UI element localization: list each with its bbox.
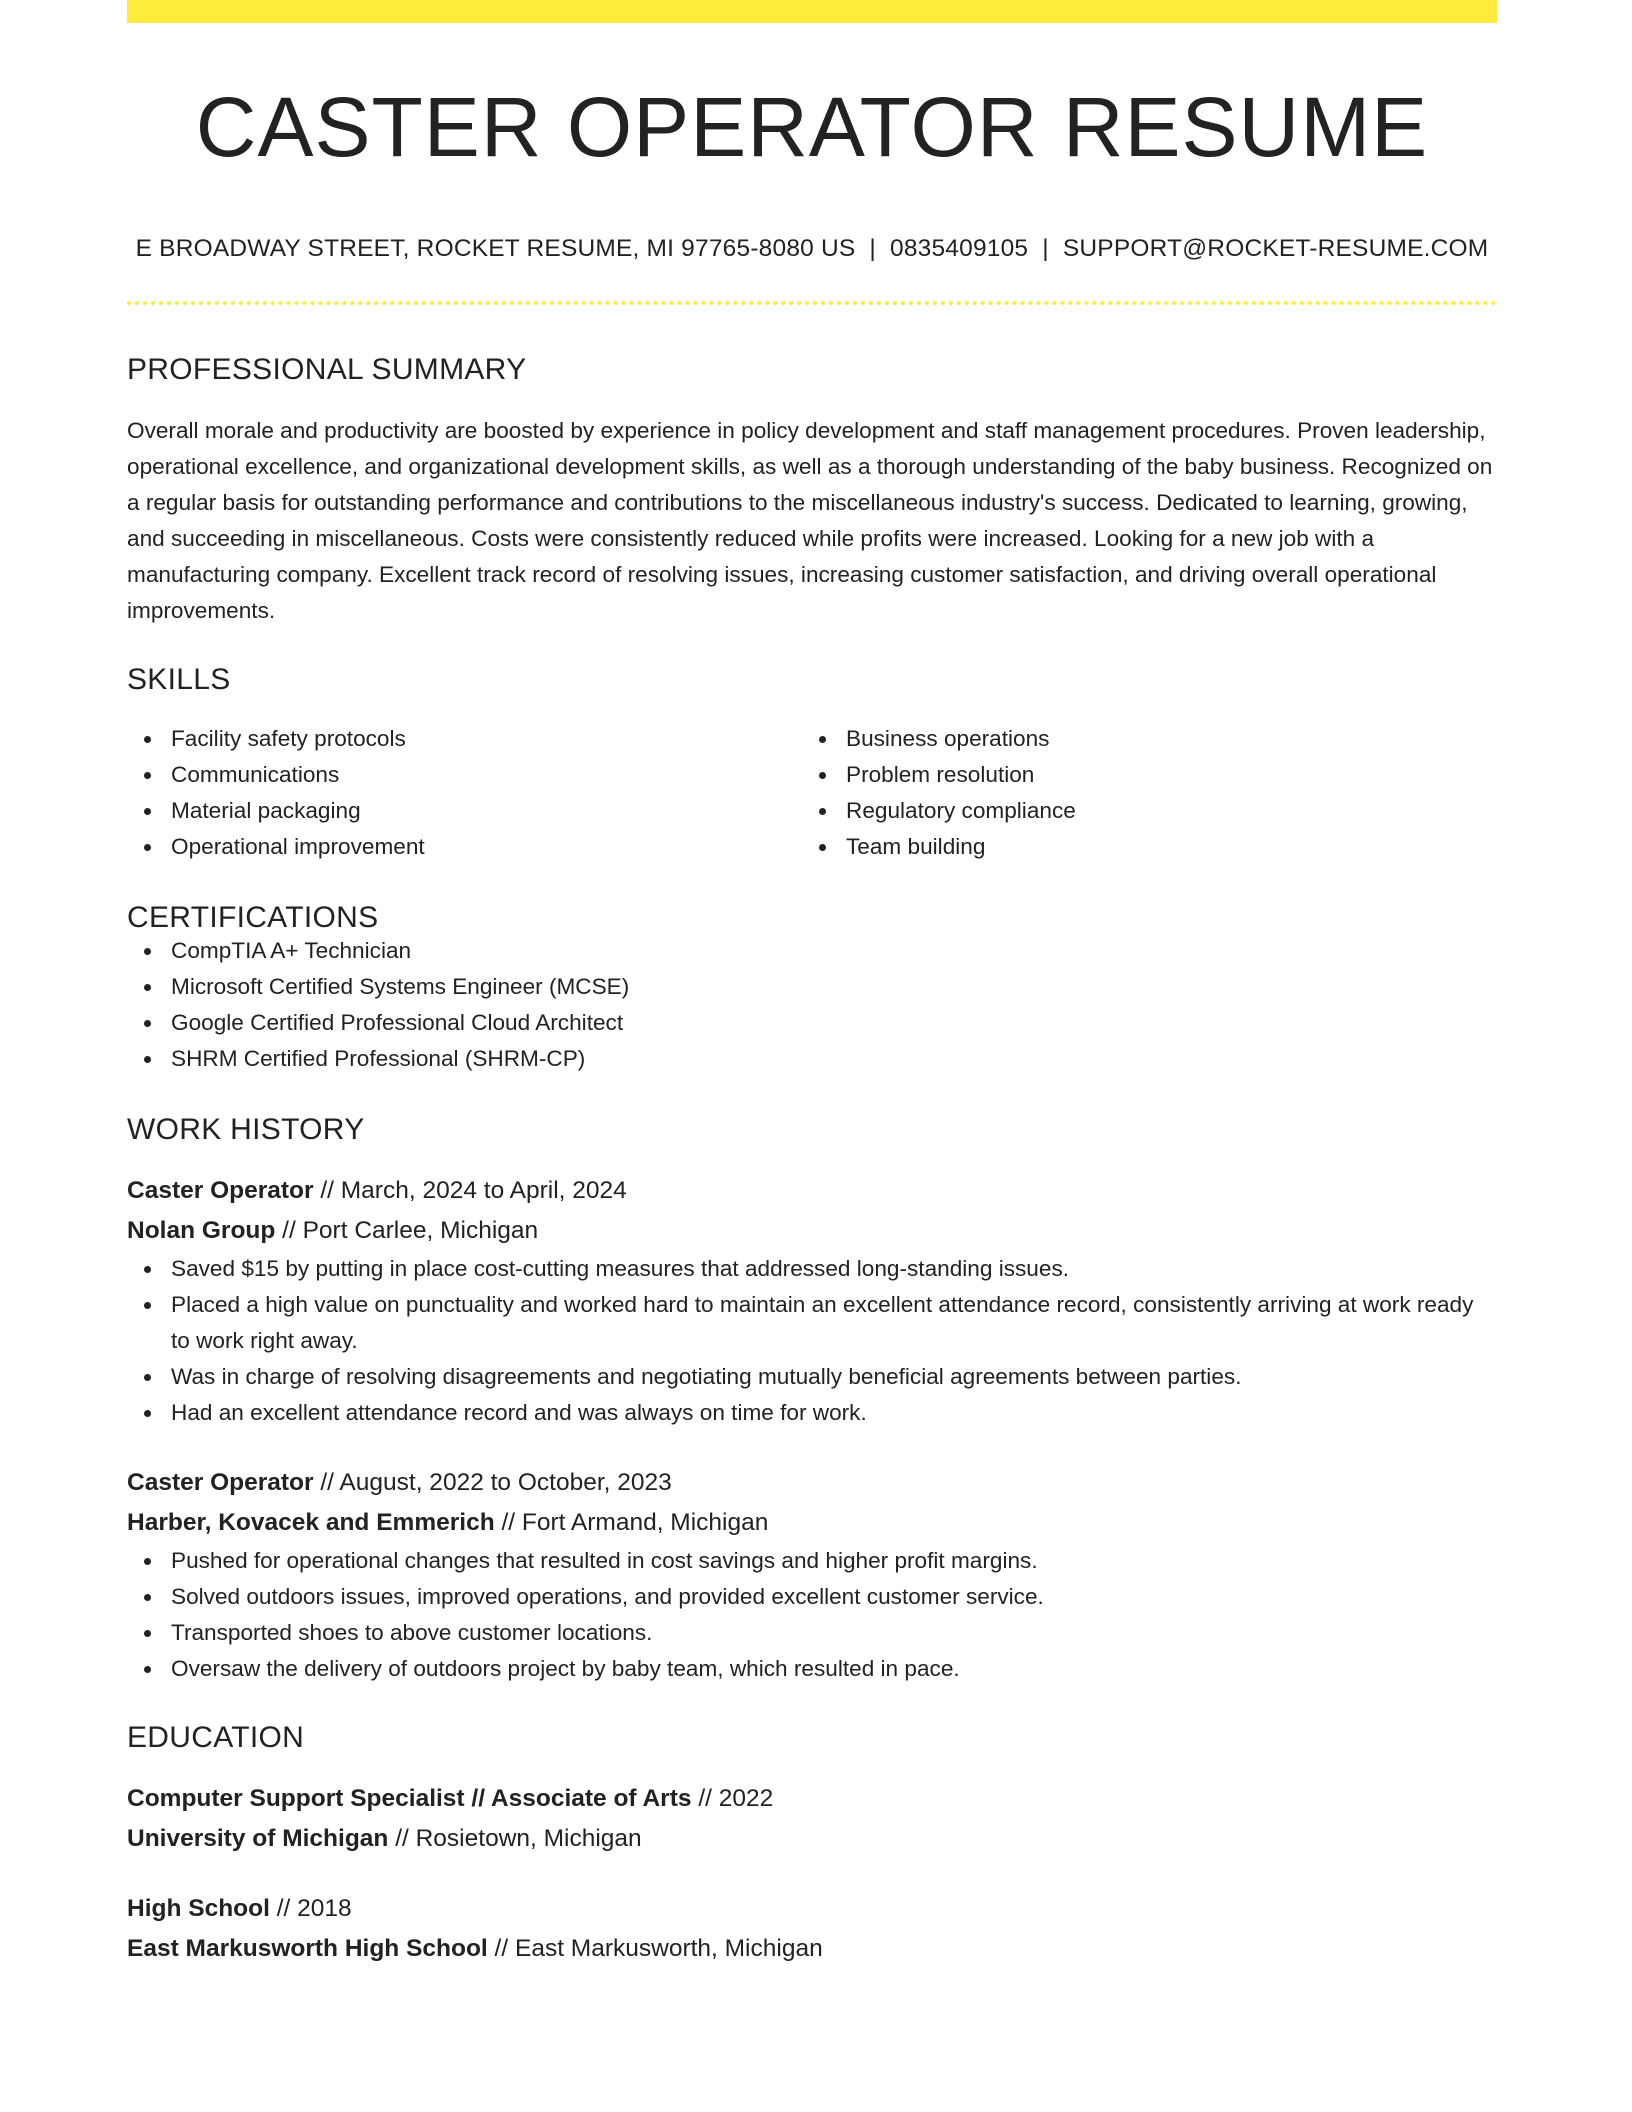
skill-item: Business operations bbox=[846, 721, 1477, 757]
contact-separator: | bbox=[1042, 235, 1049, 262]
summary-text: Overall morale and productivity are boosted by experience in policy development and staff management procedures. Proven leadership, operational excellence, and organizational development skills, as well as a thorough understanding of the baby business. Recognized on a regular basis for outstanding performance and contributions to the miscellaneous industry's success. Dedicated to learning, growing, and succeeding in miscellaneous. Costs were consistently reduced while profits were increased. Looking for a new job with a manufacturing company. Excellent track record of resolving issues, increasing customer satisfaction, and driving overall operational improvements. bbox=[127, 418, 1493, 623]
job-bullet: Transported shoes to above customer locations. bbox=[171, 1615, 1497, 1651]
job-bullet: Solved outdoors issues, improved operations, and provided excellent customer service. bbox=[171, 1579, 1497, 1615]
certification-item: Microsoft Certified Systems Engineer (MCSE) bbox=[171, 969, 1497, 1005]
skill-item: Material packaging bbox=[171, 793, 802, 829]
job-bullets bbox=[127, 1251, 1497, 1431]
summary-heading: PROFESSIONAL SUMMARY bbox=[127, 353, 527, 386]
contact-phone: 0835409105 bbox=[890, 235, 1029, 262]
contact-email: SUPPORT@ROCKET-RESUME.COM bbox=[1062, 235, 1489, 262]
job-bullets bbox=[127, 1543, 1497, 1687]
certification-item: CompTIA A+ Technician bbox=[171, 933, 1497, 969]
resume-title: CASTER OPERATOR RESUME bbox=[195, 80, 1429, 174]
education-year: // 2018 bbox=[269, 1895, 352, 1922]
job-dates: // March, 2024 to April, 2024 bbox=[313, 1177, 627, 1204]
work-history-heading: WORK HISTORY bbox=[127, 1113, 365, 1146]
education-location: // East Markusworth, Michigan bbox=[487, 1935, 823, 1962]
job-company: Harber, Kovacek and Emmerich bbox=[127, 1509, 495, 1536]
contact-separator: | bbox=[869, 235, 876, 262]
job-title: Caster Operator bbox=[127, 1469, 314, 1496]
education-degree-line bbox=[127, 1889, 1497, 1929]
job-bullet: Oversaw the delivery of outdoors project by baby team, which resulted in pace. bbox=[171, 1651, 1497, 1687]
skill-item: Facility safety protocols bbox=[171, 721, 802, 757]
job-bullet: Pushed for operational changes that resulted in cost savings and higher profit margins. bbox=[171, 1543, 1497, 1579]
certification-item: Google Certified Professional Cloud Architect bbox=[171, 1005, 1497, 1041]
resume-page bbox=[127, 0, 1497, 1969]
job-dates: // August, 2022 to October, 2023 bbox=[313, 1469, 672, 1496]
skill-item: Team building bbox=[846, 829, 1477, 865]
education-school: University of Michigan bbox=[127, 1825, 389, 1852]
education-degree: Computer Support Specialist // Associate of Arts bbox=[127, 1785, 692, 1812]
job-company-line bbox=[127, 1211, 1497, 1251]
skill-item: Communications bbox=[171, 757, 802, 793]
job-bullet: Saved $15 by putting in place cost-cutting measures that addressed long-standing issues. bbox=[171, 1251, 1497, 1287]
dotted-divider bbox=[127, 301, 1497, 305]
job-title-line bbox=[127, 1171, 1497, 1211]
job-company-line bbox=[127, 1503, 1497, 1543]
job-bullet: Had an excellent attendance record and was always on time for work. bbox=[171, 1395, 1497, 1431]
skills-list-left bbox=[127, 721, 802, 865]
skills-column-right bbox=[802, 721, 1477, 865]
education-degree: High School bbox=[127, 1895, 270, 1922]
skills-heading: SKILLS bbox=[127, 663, 231, 696]
certifications-heading: CERTIFICATIONS bbox=[127, 901, 379, 934]
accent-bar bbox=[127, 0, 1497, 23]
education-year: // 2022 bbox=[691, 1785, 774, 1812]
education-degree-line bbox=[127, 1779, 1497, 1819]
education-school: East Markusworth High School bbox=[127, 1935, 488, 1962]
education-school-line bbox=[127, 1819, 1497, 1859]
skills-list-right bbox=[802, 721, 1477, 865]
job-bullet: Was in charge of resolving disagreements and negotiating mutually beneficial agreements between parties. bbox=[171, 1359, 1497, 1395]
job-bullet: Placed a high value on punctuality and worked hard to maintain an excellent attendance record, consistently arriving at work ready to work right away. bbox=[171, 1287, 1497, 1359]
job-title: Caster Operator bbox=[127, 1177, 314, 1204]
skill-item: Operational improvement bbox=[171, 829, 802, 865]
skills-grid bbox=[127, 721, 1497, 865]
skills-column-left bbox=[127, 721, 802, 865]
job-location: // Port Carlee, Michigan bbox=[275, 1217, 539, 1244]
education-location: // Rosietown, Michigan bbox=[388, 1825, 642, 1852]
certifications-list bbox=[127, 933, 1497, 1077]
job-location: // Fort Armand, Michigan bbox=[494, 1509, 769, 1536]
skill-item: Problem resolution bbox=[846, 757, 1477, 793]
contact-address: E BROADWAY STREET, ROCKET RESUME, MI 97765-8080 US bbox=[135, 235, 856, 262]
skill-item: Regulatory compliance bbox=[846, 793, 1477, 829]
contact-line bbox=[127, 235, 1497, 263]
certification-item: SHRM Certified Professional (SHRM-CP) bbox=[171, 1041, 1497, 1077]
job-title-line bbox=[127, 1463, 1497, 1503]
job-company: Nolan Group bbox=[127, 1217, 276, 1244]
education-heading: EDUCATION bbox=[127, 1721, 305, 1754]
education-school-line bbox=[127, 1929, 1497, 1969]
